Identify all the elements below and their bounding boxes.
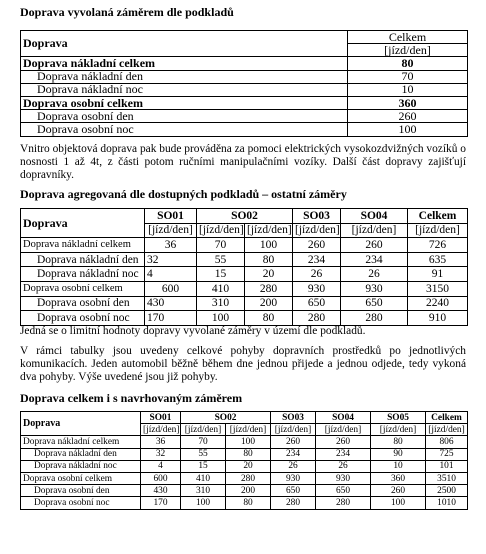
cell-value: 20 [245, 267, 293, 282]
cell-value: 100 [371, 497, 426, 509]
cell-value: 910 [408, 311, 468, 326]
table-aggregated-traffic [20, 208, 468, 326]
cell-value: 930 [341, 281, 408, 296]
cell-value: 90 [371, 448, 426, 460]
column-header-so02: SO02 [197, 209, 293, 224]
cell-value: 3150 [408, 281, 468, 296]
row-label: Doprava nákladní den [21, 70, 348, 83]
unit-label: [jízd/den] [271, 424, 316, 436]
cell-value: 80 [371, 436, 426, 448]
cell-value: 650 [271, 485, 316, 497]
unit-label: [jízd/den] [316, 424, 371, 436]
table-row [21, 281, 468, 296]
cell-value: 4 [145, 267, 197, 282]
cell-value: 55 [181, 448, 226, 460]
cell-value: 260 [371, 485, 426, 497]
table-row [21, 267, 468, 282]
cell-value: 280 [245, 281, 293, 296]
cell-value: 100 [226, 436, 271, 448]
table-row [21, 70, 468, 83]
cell-value: 200 [245, 296, 293, 311]
table-row [21, 123, 468, 136]
cell-value: 26 [293, 267, 341, 282]
table-row [21, 96, 468, 109]
cell-value: 310 [197, 296, 245, 311]
table-total-traffic [20, 411, 468, 510]
cell-value: 260 [341, 238, 408, 253]
cell-value: 26 [316, 460, 371, 472]
unit-label: [jízd/den] [181, 424, 226, 436]
cell-value: 430 [141, 485, 181, 497]
cell-value: 32 [141, 448, 181, 460]
column-header-doprava: Doprava [21, 209, 145, 238]
cell-value: 4 [141, 460, 181, 472]
cell-value: 310 [181, 485, 226, 497]
unit-label: [jízd/den] [341, 223, 408, 238]
unit-label: [jízd/den] [371, 424, 426, 436]
row-value: 10 [348, 83, 468, 96]
row-label: Doprava nákladní celkem [21, 238, 145, 253]
row-label: Doprava osobní noc [21, 311, 145, 326]
cell-value: 360 [371, 472, 426, 484]
row-label: Doprava osobní den [21, 110, 348, 123]
table-row [21, 110, 468, 123]
row-label: Doprava nákladní celkem [21, 436, 141, 448]
cell-value: 930 [271, 472, 316, 484]
cell-value: 234 [293, 252, 341, 267]
cell-value: 80 [226, 497, 271, 509]
cell-value: 234 [341, 252, 408, 267]
cell-value: 280 [316, 497, 371, 509]
cell-value: 725 [426, 448, 468, 460]
section1-title: Doprava vyvolaná záměrem dle podkladů [20, 5, 234, 19]
table-row [21, 472, 468, 484]
row-label: Doprava nákladní noc [21, 460, 141, 472]
table-row [21, 252, 468, 267]
row-label: Doprava nákladní den [21, 448, 141, 460]
row-label: Doprava osobní celkem [21, 281, 145, 296]
cell-value: 260 [271, 436, 316, 448]
cell-value: 234 [271, 448, 316, 460]
section3-title: Doprava celkem i s navrhovaným záměrem [20, 391, 243, 405]
cell-value: 410 [197, 281, 245, 296]
table-row [21, 311, 468, 326]
cell-value: 55 [197, 252, 245, 267]
cell-value: 280 [271, 497, 316, 509]
cell-value: 36 [141, 436, 181, 448]
row-value: 100 [348, 123, 468, 136]
unit-label: [jízd/den] [348, 44, 468, 57]
cell-value: 650 [341, 296, 408, 311]
paragraph-movements: V rámci tabulky jsou uvedeny celkové pohyby dopravních prostředků po jednotlivých komunikacích. Jeden automobil běžně během dne jednou přijede a jednou odjede, tedy vykoná dva pohyby. Výše uvedené jsou již pohyby. [20, 345, 466, 383]
table-row [21, 238, 468, 253]
cell-value: 930 [316, 472, 371, 484]
row-value: 70 [348, 70, 468, 83]
cell-value: 101 [426, 460, 468, 472]
cell-value: 15 [197, 267, 245, 282]
row-label: Doprava osobní den [21, 485, 141, 497]
table-row [21, 83, 468, 96]
cell-value: 600 [145, 281, 197, 296]
column-header-celkem: Celkem [408, 209, 468, 224]
note-limit-values: Jedná se o limitní hodnoty dopravy vyvolané záměry v území dle podkladů. [20, 325, 366, 337]
table-induced-traffic [20, 30, 468, 137]
column-header-so02: SO02 [181, 412, 271, 424]
unit-label: [jízd/den] [408, 223, 468, 238]
cell-value: 32 [145, 252, 197, 267]
table-header-row [21, 209, 468, 224]
unit-label: [jízd/den] [293, 223, 341, 238]
row-label: Doprava nákladní celkem [21, 57, 348, 70]
unit-label: [jízd/den] [197, 223, 245, 238]
cell-value: 260 [293, 238, 341, 253]
cell-value: 726 [408, 238, 468, 253]
column-header-so03: SO03 [271, 412, 316, 424]
cell-value: 36 [145, 238, 197, 253]
cell-value: 26 [271, 460, 316, 472]
row-label: Doprava nákladní noc [21, 83, 348, 96]
row-label: Doprava osobní celkem [21, 472, 141, 484]
section2-title: Doprava agregovaná dle dostupných podkladů – ostatní záměry [20, 187, 347, 201]
column-header-so04: SO04 [316, 412, 371, 424]
row-label: Doprava osobní den [21, 296, 145, 311]
cell-value: 170 [145, 311, 197, 326]
cell-value: 430 [145, 296, 197, 311]
row-value: 360 [348, 96, 468, 109]
column-header-so01: SO01 [141, 412, 181, 424]
cell-value: 91 [408, 267, 468, 282]
cell-value: 15 [181, 460, 226, 472]
cell-value: 100 [197, 311, 245, 326]
column-header-doprava: Doprava [21, 412, 141, 436]
unit-label: [jízd/den] [226, 424, 271, 436]
cell-value: 80 [226, 448, 271, 460]
row-value: 80 [348, 57, 468, 70]
table-row [21, 460, 468, 472]
column-header-so05: SO05 [371, 412, 426, 424]
table-row [21, 485, 468, 497]
cell-value: 200 [226, 485, 271, 497]
cell-value: 410 [181, 472, 226, 484]
table-row [21, 436, 468, 448]
column-header-so01: SO01 [145, 209, 197, 224]
cell-value: 80 [245, 311, 293, 326]
row-label: Doprava nákladní noc [21, 267, 145, 282]
cell-value: 10 [371, 460, 426, 472]
cell-value: 930 [293, 281, 341, 296]
cell-value: 20 [226, 460, 271, 472]
table-header-row [21, 31, 468, 44]
cell-value: 260 [316, 436, 371, 448]
column-header-doprava: Doprava [21, 31, 348, 57]
paragraph-internal-traffic: Vnitro objektová doprava pak bude prováděna za pomoci elektrických vysokozdvižných vozíků o nosnosti 1 až 4t, z části potom ručními manipulačními vozíky. Další část dopravy zajišťují dopravníky. [20, 143, 466, 181]
cell-value: 635 [408, 252, 468, 267]
cell-value: 2500 [426, 485, 468, 497]
cell-value: 170 [141, 497, 181, 509]
cell-value: 3510 [426, 472, 468, 484]
cell-value: 650 [316, 485, 371, 497]
cell-value: 100 [181, 497, 226, 509]
unit-label: [jízd/den] [245, 223, 293, 238]
cell-value: 80 [245, 252, 293, 267]
row-label: Doprava osobní celkem [21, 96, 348, 109]
cell-value: 1010 [426, 497, 468, 509]
column-header-so03: SO03 [293, 209, 341, 224]
cell-value: 70 [197, 238, 245, 253]
cell-value: 234 [316, 448, 371, 460]
row-label: Doprava osobní noc [21, 497, 141, 509]
unit-label: [jízd/den] [426, 424, 468, 436]
table-row [21, 296, 468, 311]
column-header-celkem: Celkem [348, 31, 468, 44]
unit-label: [jízd/den] [145, 223, 197, 238]
cell-value: 280 [293, 311, 341, 326]
column-header-so04: SO04 [341, 209, 408, 224]
cell-value: 70 [181, 436, 226, 448]
cell-value: 280 [226, 472, 271, 484]
column-header-celkem: Celkem [426, 412, 468, 424]
cell-value: 806 [426, 436, 468, 448]
cell-value: 26 [341, 267, 408, 282]
table-row [21, 497, 468, 509]
unit-label: [jízd/den] [141, 424, 181, 436]
row-value: 260 [348, 110, 468, 123]
cell-value: 100 [245, 238, 293, 253]
table-row [21, 57, 468, 70]
row-label: Doprava nákladní den [21, 252, 145, 267]
cell-value: 280 [341, 311, 408, 326]
table-header-row [21, 412, 468, 424]
cell-value: 650 [293, 296, 341, 311]
table-row [21, 448, 468, 460]
cell-value: 2240 [408, 296, 468, 311]
cell-value: 600 [141, 472, 181, 484]
row-label: Doprava osobní noc [21, 123, 348, 136]
